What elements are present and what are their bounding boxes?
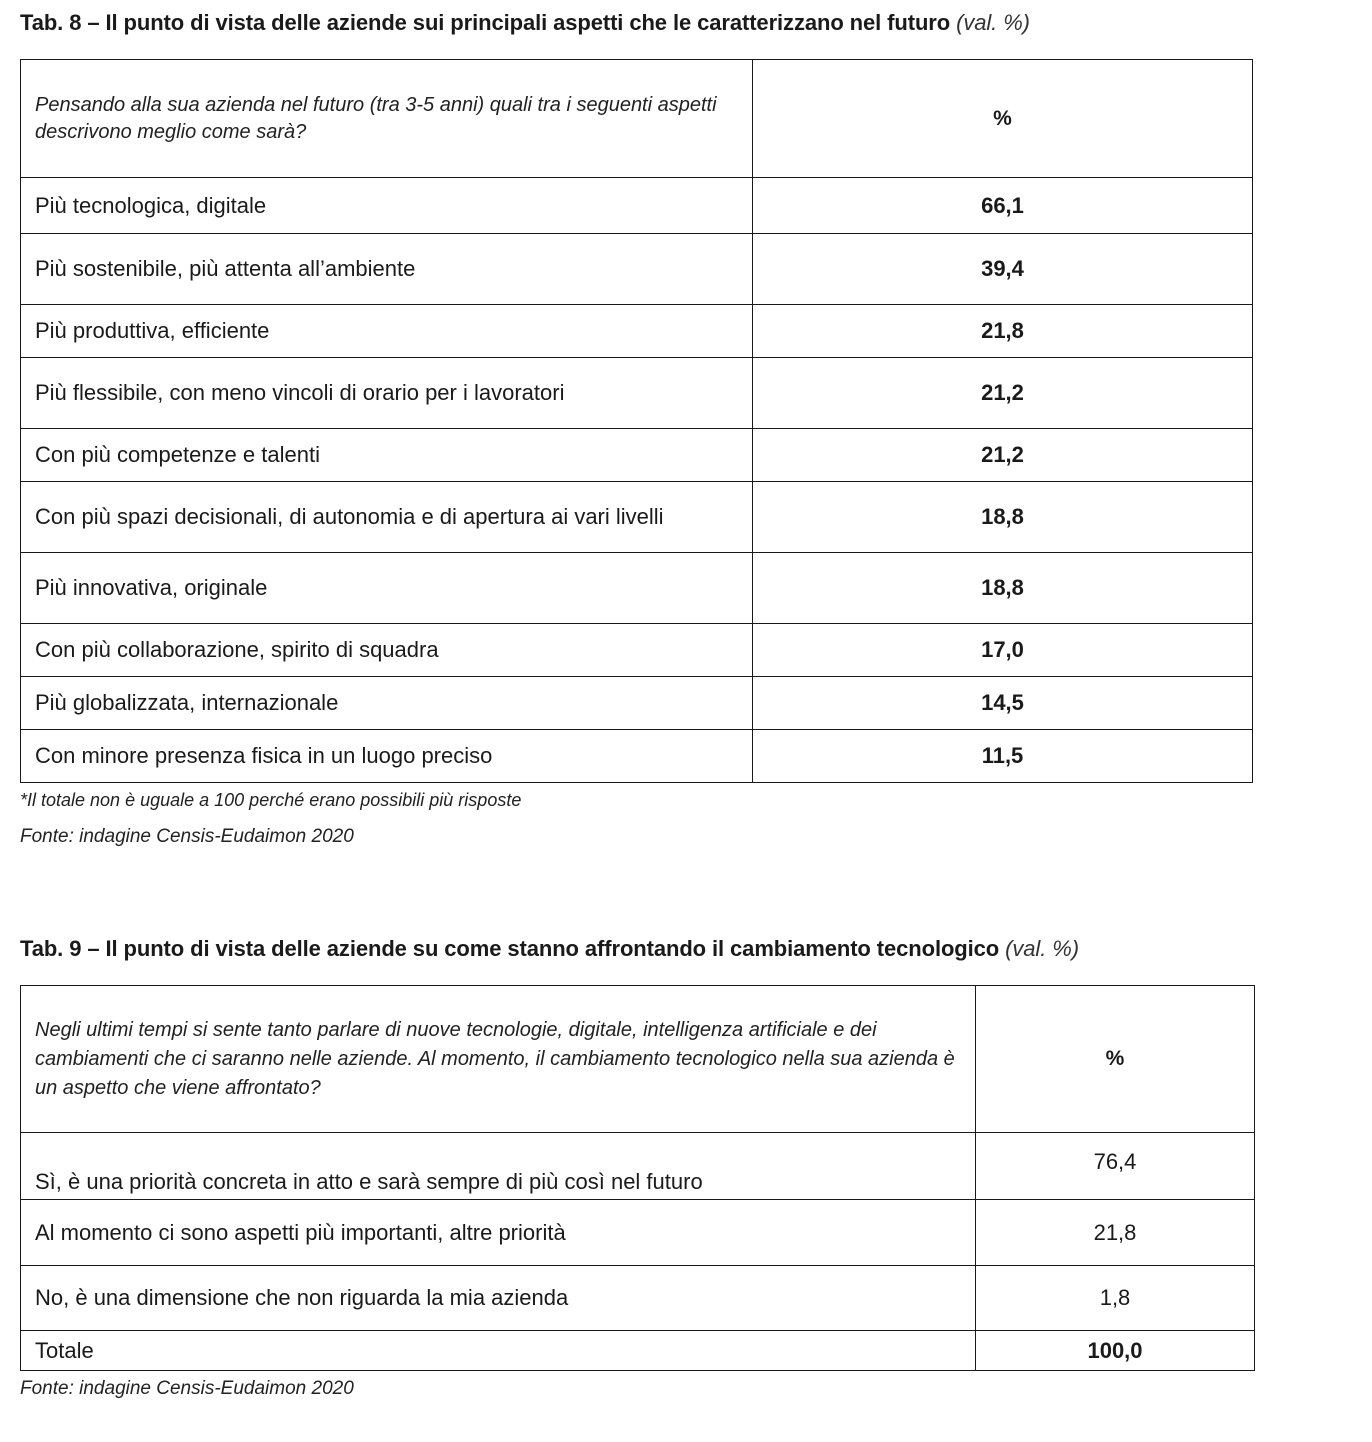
row-value: 21,8 [753,305,1253,358]
row-label: Più innovativa, originale [21,553,753,624]
table-row [21,677,1253,730]
row-value: 17,0 [753,624,1253,677]
row-value: 11,5 [753,730,1253,783]
table-row [21,305,1253,358]
tab8-footnote: *Il totale non è uguale a 100 perché erano possibili più risposte [20,790,522,810]
table-row [21,482,1253,553]
row-label: No, è una dimensione che non riguarda la mia azienda [21,1266,976,1331]
row-value: 76,4 [976,1133,1255,1200]
total-label: Totale [21,1331,976,1371]
row-value: 39,4 [753,234,1253,305]
tab9-table [20,985,1255,1371]
row-label: Più globalizzata, internazionale [21,677,753,730]
tab9-source: Fonte: indagine Censis-Eudaimon 2020 [20,1378,354,1399]
row-value: 18,8 [753,553,1253,624]
tab8-table [20,59,1253,783]
tab8-source: Fonte: indagine Censis-Eudaimon 2020 [20,826,354,847]
tab8-caption-unit: (val. %) [956,10,1030,35]
tab8-percent-header: % [753,60,1253,178]
table-row [21,358,1253,429]
tab8-caption [20,10,1030,36]
table-row [21,1200,1255,1266]
tab9-percent-header: % [976,986,1255,1133]
row-value: 21,2 [753,358,1253,429]
row-value: 14,5 [753,677,1253,730]
table-row [21,234,1253,305]
table-row [21,178,1253,234]
row-label: Sì, è una priorità concreta in atto e sarà sempre di più così nel futuro [21,1133,976,1200]
table-row [21,1133,1255,1200]
row-value: 66,1 [753,178,1253,234]
row-label: Al momento ci sono aspetti più importanti, altre priorità [21,1200,976,1266]
table-row [21,730,1253,783]
row-value: 18,8 [753,482,1253,553]
table-row [21,624,1253,677]
total-row [21,1331,1255,1371]
row-label: Con minore presenza fisica in un luogo preciso [21,730,753,783]
row-label: Con più collaborazione, spirito di squadra [21,624,753,677]
tab9-caption-title: Tab. 9 – Il punto di vista delle aziende su come stanno affrontando il cambiamento tecnologico [20,936,1000,961]
row-label: Più tecnologica, digitale [21,178,753,234]
row-label: Più produttiva, efficiente [21,305,753,358]
tab8-caption-title: Tab. 8 – Il punto di vista delle aziende sui principali aspetti che le caratterizzano nel futuro [20,10,951,35]
tab8-question: Pensando alla sua azienda nel futuro (tra 3-5 anni) quali tra i seguenti aspetti descrivono meglio come sarà? [21,60,753,178]
row-label: Più flessibile, con meno vincoli di orario per i lavoratori [21,358,753,429]
tab8-header-row [21,60,1253,178]
table-row [21,553,1253,624]
row-label: Con più spazi decisionali, di autonomia e di apertura ai vari livelli [21,482,753,553]
row-value: 21,2 [753,429,1253,482]
row-label: Più sostenibile, più attenta all’ambiente [21,234,753,305]
row-label: Con più competenze e talenti [21,429,753,482]
tab9-caption-unit: (val. %) [1005,936,1079,961]
total-value: 100,0 [976,1331,1255,1371]
row-value: 21,8 [976,1200,1255,1266]
table-row [21,429,1253,482]
tab9-header-row [21,986,1255,1133]
tab9-question: Negli ultimi tempi si sente tanto parlare di nuove tecnologie, digitale, intelligenza artificiale e dei cambiamenti che ci saranno nelle aziende. Al momento, il cambiamento tecnologico nella sua azienda è un aspetto che viene affrontato? [21,986,976,1133]
row-value: 1,8 [976,1266,1255,1331]
tab9-caption [20,936,1079,962]
table-row [21,1266,1255,1331]
